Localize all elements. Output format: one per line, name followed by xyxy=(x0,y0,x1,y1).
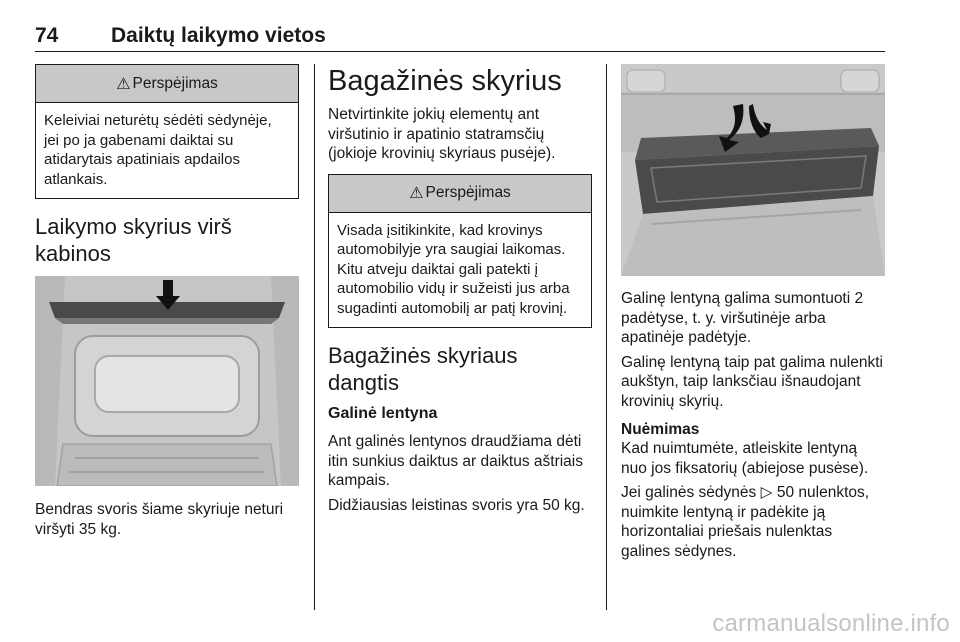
removal-text: Kad nuimtumėte, atleiskite lentyną nuo jos fiksatorių (abiejose pusėse). xyxy=(621,440,869,477)
text: Jei galinės sėdynės xyxy=(621,484,757,501)
warning-header xyxy=(329,175,591,213)
paragraph: Galinę lentyną taip pat galima nulenkti aukštyn, taip lanksčiau išnaudojant krovinių skyrių. xyxy=(621,353,883,410)
removal-section xyxy=(621,420,885,478)
intro-text: Netvirtinkite jokių elementų ant viršutinio ir apatinio statramsčių (jokioje krovinių skyriaus pusėje). xyxy=(328,106,556,162)
page-reference: 50 xyxy=(776,484,795,501)
column-divider xyxy=(314,64,315,610)
column-right xyxy=(621,64,885,561)
warning-icon: ⚠ xyxy=(409,185,424,202)
rear-shelf-illustration xyxy=(621,64,885,276)
column-left xyxy=(35,64,299,539)
paragraph: Ant galinės lentynos draudžiama dėti itin sunkius daiktus ar daiktus aštriais kampais. xyxy=(328,433,584,489)
warning-text: Keleiviai neturėtų sėdėti sėdynėje, jei po ja gabenami daiktai su atidarytais apatiniais apdailos atlankais. xyxy=(44,112,272,188)
page-number: 74 xyxy=(35,24,59,47)
section-heading: Bagažinės skyrius xyxy=(328,65,562,97)
page-reference-icon: ▷ xyxy=(760,484,773,501)
page-title: Daiktų laikymo vietos xyxy=(111,24,326,47)
page-header xyxy=(35,20,885,52)
warning-text: Visada įsitikinkite, kad krovinys automobilyje yra saugiai laikomas. Kitu atveju daiktai gali patekti į automobilio vidų ir sužeisti jus arba sugadinti automobilį ar patį krovinį. xyxy=(337,221,570,317)
column-middle xyxy=(328,64,592,515)
text: nulenktos, nuimkite lentyną ir padėkite ją horizontaliai priešais nulenktas galines sėdynes. xyxy=(621,484,870,560)
removal-title: Nuėmimas xyxy=(621,421,700,438)
warning-title: Perspėjimas xyxy=(132,74,218,92)
overhead-storage-illustration xyxy=(35,276,299,486)
column-divider xyxy=(606,64,607,610)
warning-title: Perspėjimas xyxy=(425,184,511,201)
subheading: Galinė lentyna xyxy=(328,405,438,422)
section-heading: Bagažinės skyriaus dangtis xyxy=(328,343,518,395)
warning-icon: ⚠ xyxy=(116,75,131,93)
warning-header xyxy=(36,65,298,103)
watermark: carmanualsonline.info xyxy=(712,610,950,637)
section-heading: Laikymo skyrius virš kabinos xyxy=(35,214,232,266)
caption-text: Bendras svoris šiame skyriuje neturi viršyti 35 kg. xyxy=(35,501,284,538)
paragraph: Galinę lentyną galima sumontuoti 2 padėtyse, t. y. viršutinėje arba apatinėje padėtyje. xyxy=(621,290,864,346)
paragraph-with-reference xyxy=(621,483,885,561)
warning-box xyxy=(328,174,592,329)
warning-box xyxy=(35,64,299,199)
paragraph: Didžiausias leistinas svoris yra 50 kg. xyxy=(328,496,585,514)
